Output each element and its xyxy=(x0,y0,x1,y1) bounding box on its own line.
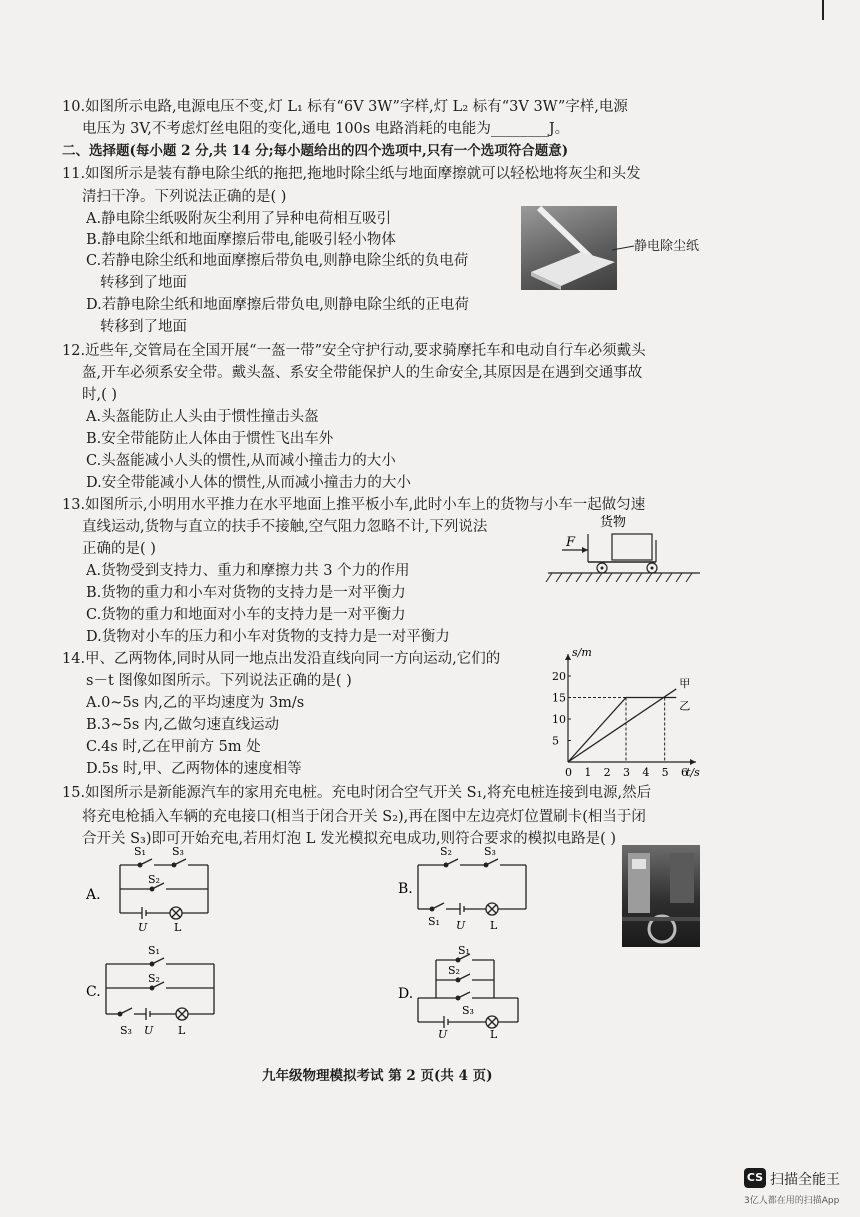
scanner-tagline: 3亿人都在用的扫描App xyxy=(744,1196,840,1206)
q11-option-c-cont: 转移到了地面 xyxy=(100,275,187,291)
q12-option-b: B.安全带能防止人体由于惯性飞出车外 xyxy=(86,431,334,447)
mop-illustration xyxy=(521,206,617,290)
svg-text:S₃: S₃ xyxy=(120,1024,132,1034)
q12-option-a: A.头盔能防止人头由于惯性撞击头盔 xyxy=(86,409,319,425)
x-axis-label: t/s xyxy=(686,766,700,778)
svg-text:L: L xyxy=(490,1028,498,1038)
y-axis-arrow xyxy=(565,654,571,660)
x-tick-label: 4 xyxy=(642,766,650,778)
q15-line3: 合开关 S₃)即可开始充电,若用灯泡 L 发光模拟充电成功,则符合要求的模拟电路是( ) xyxy=(82,831,616,847)
section2-title: 二、选择题(每小题 2 分,共 14 分;每小题给出的四个选项中,只有一个选项符合题意) xyxy=(62,143,569,159)
q13-line3: 正确的是( ) xyxy=(82,541,156,557)
q10-line1: 10.如图所示电路,电源电压不变,灯 L₁ 标有“6V 3W”字样,灯 L₂ 标有“3V 3W”字样,电源 xyxy=(62,99,628,115)
q11-option-c: C.若静电除尘纸和地面摩擦后带负电,则静电除尘纸的负电荷 xyxy=(86,253,469,269)
q14-option-c: C.4s 时,乙在甲前方 5m 处 xyxy=(86,739,261,755)
x-tick-label: 3 xyxy=(623,766,630,778)
x-tick-label: 0 xyxy=(565,766,572,778)
svg-text:S₁: S₁ xyxy=(148,944,160,957)
x-tick-label: 6 xyxy=(681,766,688,778)
circuit-c-label: C. xyxy=(86,984,101,1000)
cargo-box xyxy=(612,534,652,560)
q14-option-b: B.3~5s 内,乙做匀速直线运动 xyxy=(86,717,280,733)
q15-line1: 15.如图所示是新能源汽车的家用充电桩。充电时闭合空气开关 S₁,将充电桩连接到电源,然后 xyxy=(62,785,652,801)
circuit-c xyxy=(86,942,236,1034)
q12-line1: 12.近些年,交管局在全国开展“一盔一带”安全守护行动,要求骑摩托车和电动自行车必须戴头 xyxy=(62,343,646,359)
page-footer: 九年级物理模拟考试 第 2 页(共 4 页) xyxy=(262,1068,493,1084)
q14-option-d: D.5s 时,甲、乙两物体的速度相等 xyxy=(86,761,302,777)
svg-text:S₂: S₂ xyxy=(448,964,460,977)
q14-line1: 14.甲、乙两物体,同时从同一地点出发沿直线向同一方向运动,它们的 xyxy=(62,651,501,667)
svg-text:L: L xyxy=(174,921,182,931)
force-label: F xyxy=(566,535,576,550)
q11-line2: 清扫干净。下列说法正确的是( ) xyxy=(82,189,287,205)
svg-text:S₂: S₂ xyxy=(148,972,160,985)
q11-option-a: A.静电除尘纸吸附灰尘利用了异种电荷相互吸引 xyxy=(86,211,392,227)
circuit-d xyxy=(398,942,538,1038)
x-tick-label: 1 xyxy=(584,766,592,778)
svg-text:S₃: S₃ xyxy=(172,845,184,858)
circuit-b xyxy=(398,843,538,931)
q14-option-a: A.0~5s 内,乙的平均速度为 3m/s xyxy=(86,695,305,711)
st-graph xyxy=(540,646,710,778)
x-tick-label: 2 xyxy=(603,766,611,778)
series-label-jia: 甲 xyxy=(679,676,691,690)
q13-option-b: B.货物的重力和小车对货物的支持力是一对平衡力 xyxy=(86,585,406,601)
series-label-yi: 乙 xyxy=(679,699,691,713)
series-line-yi xyxy=(568,698,676,763)
q12-line2: 盔,开车必须系安全带。戴头盔、系安全带能保护人的生命安全,其原因是在遇到交通事故 xyxy=(82,365,643,381)
q13-option-a: A.货物受到支持力、重力和摩擦力共 3 个力的作用 xyxy=(86,563,410,579)
svg-text:S₁: S₁ xyxy=(458,944,470,957)
circuit-a xyxy=(86,843,226,931)
scanner-brand: 扫描全能王 xyxy=(770,1172,840,1188)
y-tick-label: 15 xyxy=(552,691,566,705)
mop-label: 静电除尘纸 xyxy=(634,239,700,254)
mop-photo xyxy=(521,206,617,290)
svg-text:U: U xyxy=(438,1028,448,1038)
ground-hatch xyxy=(546,573,692,582)
y-tick-label: 20 xyxy=(552,670,566,683)
scanner-logo-icon: CS xyxy=(744,1168,766,1188)
svg-text:L: L xyxy=(178,1024,186,1034)
q14-line2: s－t 图像如图所示。下列说法正确的是( ) xyxy=(86,673,352,689)
y-tick-label: 5 xyxy=(552,734,559,748)
scan-edge-mark xyxy=(822,0,824,20)
cargo-label: 货物 xyxy=(600,515,627,530)
svg-text:S₃: S₃ xyxy=(484,845,496,858)
q12-line3: 时,( ) xyxy=(82,387,118,403)
y-axis-label: s/m xyxy=(572,646,592,659)
charging-pile-photo xyxy=(622,845,700,947)
q11-option-b: B.静电除尘纸和地面摩擦后带电,能吸引轻小物体 xyxy=(86,232,396,248)
circuit-a-label: A. xyxy=(86,887,101,903)
svg-text:S₁: S₁ xyxy=(134,845,146,858)
svg-text:U: U xyxy=(456,919,466,931)
circuit-b-label: B. xyxy=(398,881,413,897)
scanner-watermark xyxy=(744,1168,854,1208)
y-tick-label: 10 xyxy=(552,713,566,726)
q12-option-d: D.安全带能减小人体的惯性,从而减小撞击力的大小 xyxy=(86,475,411,491)
svg-text:S₂: S₂ xyxy=(440,845,452,858)
cart-figure xyxy=(544,512,704,588)
q11-option-d: D.若静电除尘纸和地面摩擦后带负电,则静电除尘纸的正电荷 xyxy=(86,297,469,313)
q13-line2: 直线运动,货物与直立的扶手不接触,空气阻力忽略不计,下列说法 xyxy=(82,519,488,535)
q11-line1: 11.如图所示是装有静电除尘纸的拖把,拖地时除尘纸与地面摩擦就可以轻松地将灰尘和头发 xyxy=(62,166,641,182)
charging-pile-illustration xyxy=(622,845,700,947)
q10-line2: 电压为 3V,不考虑灯丝电阻的变化,通电 100s 电路消耗的电能为________J。 xyxy=(82,121,570,137)
mop-label-pointer xyxy=(612,238,636,254)
svg-text:S₂: S₂ xyxy=(148,873,160,886)
q11-option-d-cont: 转移到了地面 xyxy=(100,319,187,335)
svg-text:S₃: S₃ xyxy=(462,1004,474,1017)
q13-line1: 13.如图所示,小明用水平推力在水平地面上推平板小车,此时小车上的货物与小车一起做匀速 xyxy=(62,497,646,513)
svg-text:U: U xyxy=(144,1024,154,1034)
svg-text:S₁: S₁ xyxy=(428,915,440,928)
q13-option-d: D.货物对小车的压力和小车对货物的支持力是一对平衡力 xyxy=(86,629,450,645)
x-tick-label: 5 xyxy=(661,766,669,778)
svg-text:U: U xyxy=(138,921,148,931)
q12-option-c: C.头盔能减小人头的惯性,从而减小撞击力的大小 xyxy=(86,453,396,469)
q13-option-c: C.货物的重力和地面对小车的支持力是一对平衡力 xyxy=(86,607,406,623)
svg-text:L: L xyxy=(490,919,498,931)
force-arrow-head xyxy=(582,547,588,553)
circuit-d-label: D. xyxy=(398,986,414,1002)
q15-line2: 将充电枪插入车辆的充电接口(相当于闭合开关 S₂),再在图中左边亮灯位置刷卡(相当于闭 xyxy=(82,809,646,825)
series-line-jia xyxy=(568,689,676,762)
x-axis-arrow xyxy=(690,759,696,765)
